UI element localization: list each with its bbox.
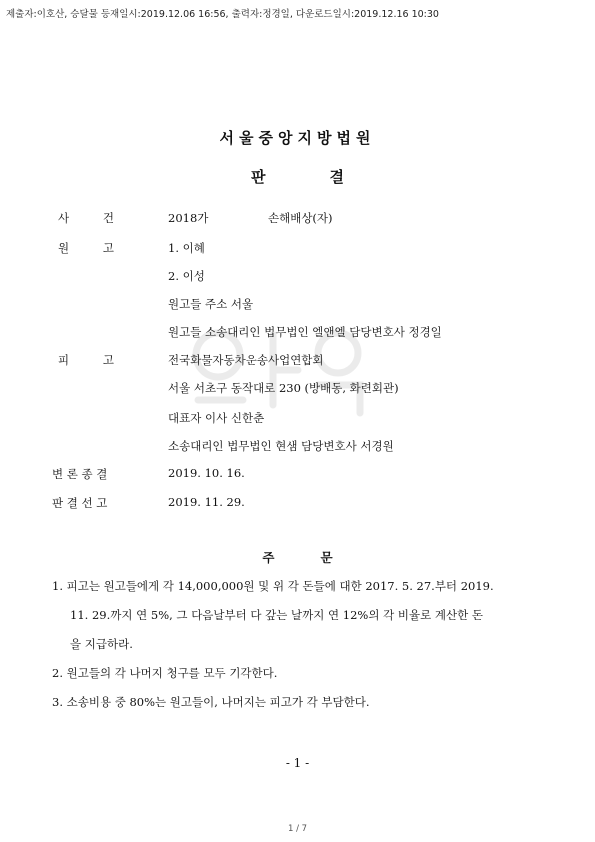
- document-title: [0, 166, 595, 187]
- case-number: 2018가: [168, 211, 209, 225]
- defendant-label: 피 고: [58, 353, 114, 367]
- order-item-1-line-2: 11. 29.까지 연 5%, 그 다음날부터 다 갚는 날까지 연 12%의 각 비율로 계산한 돈: [70, 608, 483, 622]
- plaintiff-counsel: 원고들 소송대리인 법무법인 엘앤엘 담당변호사 정경일: [168, 325, 442, 339]
- order-item-1-line-3: 을 지급하라.: [70, 637, 133, 651]
- defendant-name: 전국화물자동차운송사업연합회: [168, 353, 324, 367]
- defendant-address: 서울 서초구 동작대로 230 (방배동, 화련회관): [168, 381, 399, 395]
- court-name: 서울중앙지방법원: [219, 129, 376, 147]
- judgment-date: 2019. 11. 29.: [168, 495, 245, 509]
- plaintiff-address: 원고들 주소 서울: [168, 297, 254, 311]
- page-number: - 1 -: [285, 756, 310, 770]
- order-item-2: 2. 원고들의 각 나머지 청구를 모두 기각한다.: [52, 666, 278, 680]
- order-item-1-line-1: 1. 피고는 원고들에게 각 14,000,000원 및 위 각 돈들에 대한 2017. 5. 27.부터 2019.: [52, 579, 494, 593]
- defendant-representative: 대표자 이사 신한춘: [168, 411, 265, 425]
- plaintiff-entry: 2. 이성: [168, 269, 205, 283]
- argument-closing-label: 변 론 종 결: [52, 467, 108, 481]
- order-item-3: 3. 소송비용 중 80%는 원고들이, 나머지는 피고가 각 부담한다.: [52, 695, 370, 709]
- order-section-title: 주 문: [262, 550, 333, 565]
- defendant-counsel: 소송대리인 법무법인 현샘 담당변호사 서경원: [168, 439, 394, 453]
- document-title-left: 판: [251, 168, 266, 186]
- judgment-date-label: 판 결 선 고: [52, 496, 108, 510]
- argument-closing-date: 2019. 10. 16.: [168, 466, 245, 480]
- plaintiff-entry: 1. 이혜: [168, 241, 205, 255]
- page-counter: 1 / 7: [287, 824, 308, 834]
- document-title-right: 결: [329, 168, 344, 186]
- case-name: 손해배상(자): [268, 211, 333, 225]
- case-label: 사 건: [58, 211, 114, 225]
- plaintiff-label: 원 고: [58, 241, 114, 255]
- document-meta-header: 제출자:이호산, 승달물 등재일시:2019.12.06 16:56, 출력자:정경일, 다운로드일시:2019.12.16 10:30: [6, 9, 439, 20]
